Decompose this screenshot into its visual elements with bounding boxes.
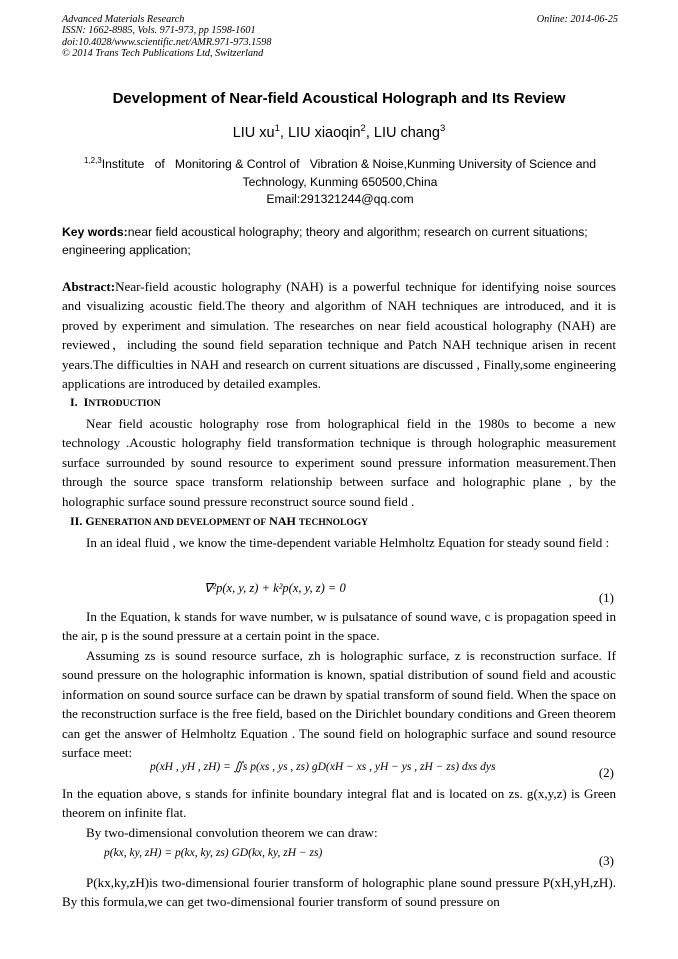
running-header: [62, 14, 618, 59]
author-name: LIU chang: [373, 124, 440, 141]
equation-1-number: (1): [598, 590, 614, 605]
convolution-paragraph: By two-dimensional convolution theorem we can draw:: [86, 825, 378, 840]
equation-3: p(kx, ky, zH) = p(kx, ky, zs) GD(kx, ky, zH − zs): [104, 847, 323, 859]
abstract-label: Abstract:: [62, 279, 116, 294]
fourier-paragraph: P(kx,ky,zH)is two-dimensional fourier transform of holographic plane sound pressure P(xH,yH,zH). By this formula,we can get two-dimensional fourier transform of sound pressure on: [62, 875, 616, 910]
keywords-label: Key words:: [62, 225, 128, 239]
copyright-line: © 2014 Trans Tech Publications Ltd, Switzerland: [62, 47, 264, 59]
online-date: Online: 2014-06-25: [536, 14, 618, 25]
keywords-text: near field acoustical holography; theory and algorithm; research on current situations; engineering application;: [62, 225, 588, 257]
affiliation-sup: 1,2,3: [83, 156, 102, 165]
equation-2-number: (2): [598, 765, 614, 780]
paper-title: Development of Near-field Acoustical Holograph and Its Review: [112, 90, 566, 107]
author-list: LIU $xu^1$, LIU xiaoqin$^2$, LIU chang$^3$: [232, 123, 446, 141]
journal-name: Advanced Materials Research: [62, 14, 185, 25]
doi-line: doi:10.4028/www.scientific.net/AMR.971-973.1598: [62, 36, 272, 48]
equation-2: p(xH , yH , zH) = ∬s p(xs , ys , zs) gD(xH − xs , yH − ys , zH − zs) dxs dys: [150, 761, 496, 773]
keywords: [62, 223, 616, 259]
introduction-paragraph: Near field acoustic holography rose from holographical field in the 1980s to become a new technology .Acoustic holography field transformation technique is through holographic measurement surface surrounded by sound resource to experiment sound pressure information measurement.Then through the source space transform relationship between surface and holographic plane , by the holographic surface sound pressure reconstruct source sound field .: [62, 416, 616, 509]
green-theorem-paragraph: In the equation above, s stands for infinite boundary integral flat and is located on zs. g(x,y,z) is Green theorem on infinite flat.: [62, 786, 616, 821]
section-heading-introduction: I. INTRODUCTION: [70, 395, 161, 409]
affiliation-email: Email:291321244@qq.com: [266, 192, 414, 207]
author-sup: 3: [440, 123, 446, 134]
author-sup: 1: [274, 123, 280, 134]
author-name: LIU xiaoqin: [287, 124, 361, 141]
assumption-paragraph: Assuming zs is sound resource surface, zh is holographic surface, z is reconstruction surface. If sound pressure on the holographic information is known, spatial distribution of sound field and acoustic information on sound source surface can be drawn by spatial transform of sound field. When the space on the reconstruction surface is the free field, based on the Dirichlet boundary conditions and Green theorem can get the answer of Helmholtz Equation . The sound field on holographic surface and sound resource surface meet:: [62, 648, 616, 761]
equation-1: ∇²p(x, y, z) + k²p(x, y, z) = 0: [204, 581, 346, 595]
abstract: [62, 277, 616, 393]
equation-3-number: (3): [598, 853, 614, 868]
affiliation: [70, 152, 610, 209]
section-heading-generation: II. GENERATION AND DEVELOPMENT OF NAH TECHNOLOGY: [70, 514, 368, 528]
abstract-text: Near-field acoustic holography (NAH) is a powerful technique for identifying noise sources and visualizing acoustic field.The theory and algorithm of NAH techniques are introduced, and it is proved by experiment and simulation. The researches on near field acoustical holography (NAH) are reviewed，including the sound field separation technique and Patch NAH technique arisen in recent years.The difficulties in NAH and research on current situations are discussed , Finally,some engineering applications are introduced by detailed examples.: [62, 279, 616, 392]
author-sup: 2: [360, 123, 366, 134]
wave-number-paragraph: In the Equation, k stands for wave number, w is pulsatance of sound wave, c is propagation speed in the air, p is the sound pressure at a certain point in the space.: [62, 609, 616, 644]
affiliation-line1: Institute of Monitoring & Control of Vibration & Noise,Kunming University of Science and: [101, 157, 597, 172]
author-name: LIU xu: [232, 124, 275, 141]
affiliation-line2: Technology, Kunming 650500,China: [242, 174, 438, 189]
issn-line: ISSN: 1662-8985, Vols. 971-973, pp 1598-1601: [62, 25, 256, 37]
helmholtz-intro-paragraph: In an ideal fluid , we know the time-dependent variable Helmholtz Equation for steady sound field :: [86, 535, 610, 550]
